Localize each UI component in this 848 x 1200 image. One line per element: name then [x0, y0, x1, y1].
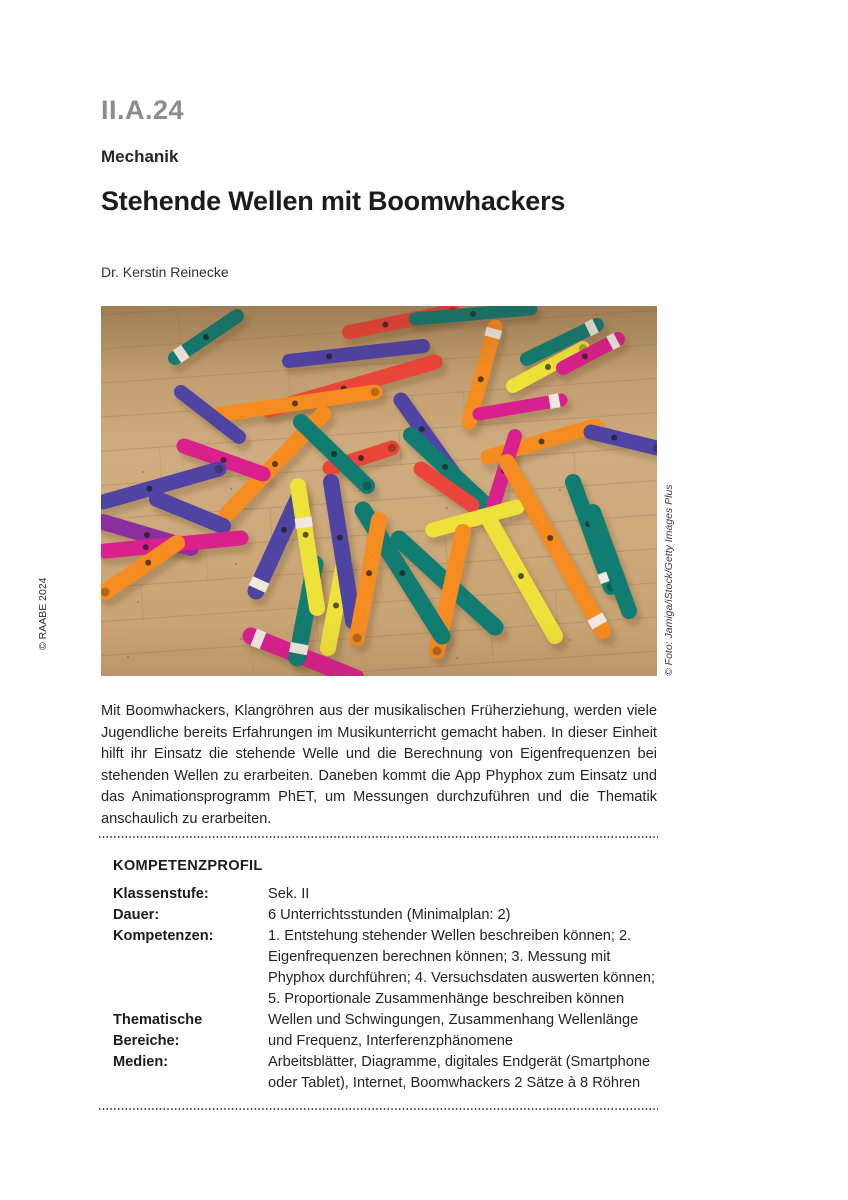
profile-label: Kompetenzen:	[113, 928, 214, 944]
profile-value: Sek. II	[268, 886, 310, 902]
profile-label: Dauer:	[113, 907, 160, 923]
boomwhackers-photo	[101, 306, 657, 676]
subject-category: Mechanik	[101, 147, 179, 166]
unit-code: II.A.24	[101, 95, 185, 125]
profile-label: Thematische Bereiche:	[113, 1012, 203, 1049]
profile-label: Klassenstufe:	[113, 886, 209, 902]
dotted-divider-top	[99, 836, 658, 838]
page-title: Stehende Wellen mit Boomwhackers	[101, 186, 566, 216]
boomwhackers-photo-svg	[101, 306, 657, 676]
author-name: Dr. Kerstin Reinecke	[101, 264, 229, 280]
profile-value: Wellen und Schwingungen, Zusammenhang Wellenlänge und Frequenz, Interferenzphänomene	[268, 1012, 639, 1049]
profile-table	[113, 884, 657, 1094]
profile-value: 6 Unterrichtsstunden (Minimalplan: 2)	[268, 907, 511, 923]
photo-credit: © Foto: Jamiga/iStock/Getty Images Plus	[663, 484, 675, 676]
dotted-divider-bottom	[99, 1108, 658, 1110]
profile-value: Arbeitsblätter, Diagramme, digitales Endgerät (Smartphone oder Tablet), Internet, Boomwhackers 2 Sätze à 8 Röhren	[268, 1054, 651, 1091]
intro-paragraph: Mit Boomwhackers, Klangröhren aus der musikalischen Früherziehung, werden viele Jugendliche bereits Erfahrungen im Musikunterricht gemacht haben. In dieser Einheit hilft ihr Einsatz die stehende Welle und die Berechnung von Eigenfrequenzen bei stehenden Wellen zu erarbeiten. Daneben kommt die App Phyphox zum Einsatz und das Animationsprogramm PhET, um Messungen durchzuführen und die Thematik anschaulich zu erarbeiten.	[101, 703, 657, 827]
copyright-raabe: © RAABE 2024	[37, 577, 49, 650]
profile-label: Medien:	[113, 1054, 169, 1070]
profile-value: 1. Entstehung stehender Wellen beschreiben können; 2. Eigenfrequenzen berechnen können; 3. Messung mit Phyphox durchführen; 4. Versuchsdaten auswerten können; 5. Proportionale Zusammenhänge beschreiben können	[268, 928, 655, 1007]
profile-heading: KOMPETENZPROFIL	[113, 858, 263, 874]
